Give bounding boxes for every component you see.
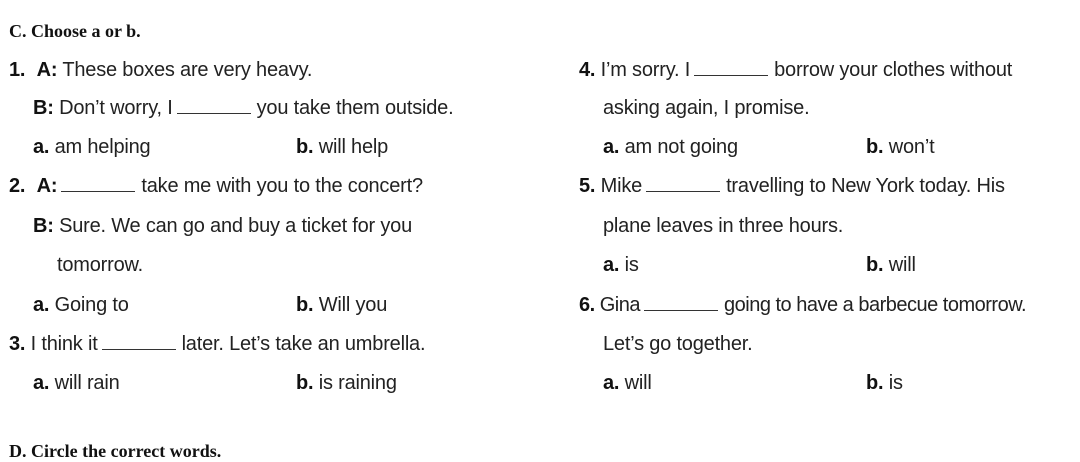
q5-option-a-text: is	[619, 254, 639, 276]
q4-number: 4.	[579, 59, 596, 81]
q1-option-a[interactable]	[33, 134, 150, 160]
q2-line-b1	[33, 213, 412, 239]
q2-number: 2.	[9, 175, 26, 197]
q5-option-b-letter: b.	[866, 254, 884, 276]
q2-option-b[interactable]	[296, 292, 387, 318]
q3-option-a-letter: a.	[33, 372, 50, 394]
q4-option-b[interactable]	[866, 134, 934, 160]
q1-line-a	[9, 57, 312, 83]
q4-line-1	[579, 57, 1012, 83]
q5-text-2: plane leaves in three hours.	[603, 215, 844, 237]
q6-text-2: Let’s go together.	[603, 333, 753, 355]
q3-option-b[interactable]	[296, 370, 397, 396]
q3-number: 3.	[9, 333, 26, 355]
q2-option-b-text: Will you	[313, 294, 388, 316]
q4-text-2: asking again, I promise.	[603, 97, 810, 119]
q3-text-before: I think it	[25, 333, 98, 355]
q1-option-b[interactable]	[296, 134, 388, 160]
q1-option-b-letter: b.	[296, 136, 314, 158]
q2-option-a-letter: a.	[33, 294, 50, 316]
q4-line-2	[603, 95, 809, 121]
section-heading: C. Choose a or b.	[9, 21, 141, 41]
q5-blank[interactable]	[646, 177, 720, 192]
q2-option-a[interactable]	[33, 292, 129, 318]
q4-option-b-text: won’t	[883, 136, 935, 158]
q1-option-b-text: will help	[313, 136, 389, 158]
q4-option-a[interactable]	[603, 134, 738, 160]
q5-number: 5.	[579, 175, 596, 197]
q4-option-b-letter: b.	[866, 136, 884, 158]
q1-speaker-a: A:	[36, 59, 58, 81]
q6-option-b-text: is	[883, 372, 903, 394]
q2-option-a-text: Going to	[49, 294, 129, 316]
q5-option-b-text: will	[883, 254, 916, 276]
q6-option-b-letter: b.	[866, 372, 884, 394]
q6-line-1	[579, 292, 1026, 318]
q1-text-b-after: you take them outside.	[256, 97, 454, 119]
next-section-heading: D. Circle the correct words.	[9, 441, 222, 461]
q2-blank[interactable]	[61, 177, 135, 192]
q1-text-b-before: Don’t worry, I	[53, 97, 173, 119]
q5-option-b[interactable]	[866, 252, 916, 278]
q5-line-2	[603, 213, 843, 239]
q2-option-b-letter: b.	[296, 294, 314, 316]
q1-text-a: These boxes are very heavy.	[57, 59, 313, 81]
q4-option-a-letter: a.	[603, 136, 620, 158]
q3-option-b-text: is raining	[313, 372, 397, 394]
q5-line-1	[579, 173, 1005, 199]
q6-text-before: Gina	[594, 294, 640, 316]
q6-blank[interactable]	[644, 296, 718, 311]
q6-option-a-letter: a.	[603, 372, 620, 394]
q6-text-after: going to have a barbecue tomorrow.	[724, 294, 1027, 316]
q3-blank[interactable]	[102, 335, 176, 350]
q4-option-a-text: am not going	[619, 136, 738, 158]
q3-option-a-text: will rain	[49, 372, 120, 394]
q2-speaker-b: B:	[33, 215, 54, 237]
q3-option-b-letter: b.	[296, 372, 314, 394]
q6-number: 6.	[579, 294, 595, 316]
q2-text-a-after: take me with you to the concert?	[141, 175, 423, 197]
q5-text-before: Mike	[595, 175, 643, 197]
q5-option-a[interactable]	[603, 252, 639, 278]
q1-speaker-b: B:	[33, 97, 54, 119]
q6-option-b[interactable]	[866, 370, 903, 396]
q5-option-a-letter: a.	[603, 254, 620, 276]
q3-text-after: later. Let’s take an umbrella.	[181, 333, 426, 355]
q2-line-b2	[57, 252, 143, 278]
q2-text-b1: Sure. We can go and buy a ticket for you	[53, 215, 413, 237]
q6-line-2	[603, 331, 753, 357]
q1-option-a-text: am helping	[49, 136, 151, 158]
q4-text-after: borrow your clothes without	[774, 59, 1013, 81]
q2-text-b2: tomorrow.	[57, 254, 144, 276]
q6-option-a-text: will	[619, 372, 652, 394]
q3-line	[9, 331, 425, 357]
q5-text-after: travelling to New York today. His	[726, 175, 1005, 197]
q6-option-a[interactable]	[603, 370, 652, 396]
q2-speaker-a: A:	[36, 175, 58, 197]
q4-blank[interactable]	[694, 61, 768, 76]
q3-option-a[interactable]	[33, 370, 120, 396]
q1-line-b	[33, 95, 453, 121]
q1-blank[interactable]	[177, 99, 251, 114]
q1-option-a-letter: a.	[33, 136, 50, 158]
q4-text-before: I’m sorry. I	[595, 59, 691, 81]
q1-number: 1.	[9, 59, 26, 81]
q2-line-a	[9, 173, 423, 199]
